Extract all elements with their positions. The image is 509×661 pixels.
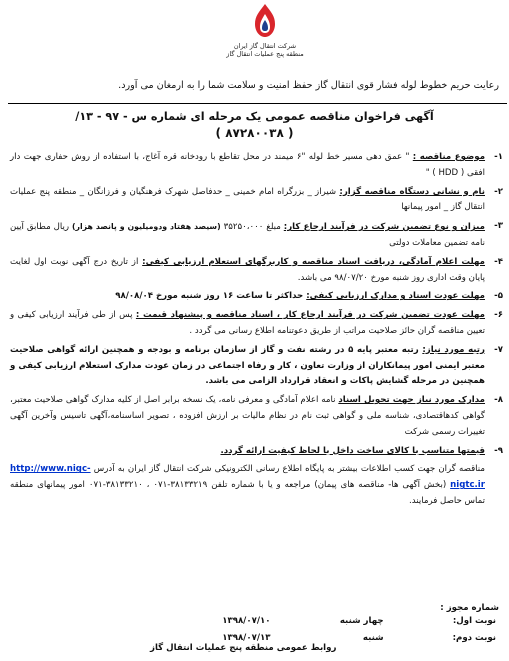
round-date: ۱۳۹۸/۰۷/۱۰ (222, 616, 271, 626)
publication-info (150, 603, 499, 647)
tender-title-line1: آگهی فراخوان مناقصه عمومی یک مرحله ای شماره س - ۹۷ - ۱۳/ (75, 110, 434, 123)
item-label: میزان و نوع تضمین شرکت در فرآیند ارجاع کار: (283, 222, 485, 233)
tender-body (10, 150, 503, 513)
signature-line: روابط عمومی منطقه پنج عملیات انتقال گاز (150, 643, 337, 653)
publication-dates-table (150, 613, 499, 647)
item-number: ۵- (494, 291, 503, 302)
item-text: از تاریخ درج آگهی نوبت اول لغایت پایان وقت اداری روز شنبه مورخ ۹۸/۰۷/۲۰ می باشد. (10, 256, 485, 283)
tender-item-return-deadline (10, 289, 503, 305)
item-number: ۱- (494, 152, 503, 162)
item-label: قیمتها متناسب با کالای ساخت داخل با لحاظ کیفیت ارائه گردد. (220, 445, 485, 456)
logo-company-name: شرکت انتقال گاز ایران (233, 42, 297, 50)
item-text: ریال مطابق آیین نامه تضمین معاملات دولتی (10, 222, 485, 248)
closing-text: مناقصه گران جهت کسب اطلاعات بیشتر به پایگاه اطلاع رسانی الکترونیکی شرکت انتقال گاز ایران به آدرس (90, 464, 485, 475)
item-number: ۴- (494, 256, 503, 267)
round-label: نوبت دوم: (452, 633, 496, 643)
item-label: موضوع مناقصه : (412, 152, 486, 162)
item-text: حداکثر تا ساعت ۱۶ روز شنبه مورخ ۹۸/۰۸/۰۴ (115, 291, 307, 302)
item-number: ۹- (494, 445, 503, 456)
item-text: مبلغ ۳۵۲۵۰،۰۰۰ (220, 222, 284, 233)
item-number: ۶- (494, 310, 503, 321)
item-text: پس از طی فرآیند ارزیابی کیفی و تعیین مناقصه گران حائز صلاحیت مراتب از طریق دعوتنامه اطلاع رسانی می گردد . (10, 310, 485, 336)
tender-item-required-rank (10, 343, 503, 390)
item-number: ۷- (494, 344, 503, 355)
tender-item-required-documents (10, 393, 503, 440)
item-text: رتبه معتبر پایه ۵ در رشته نفت و گاز از سازمان برنامه و بودجه و همچنین ارائه گواهی صلاحیت معتبر ایمنی امور پیمانکاران از وزارت تعاون ، کار و رفاه اجتماعی در زمان عودت مدارک استعلام ارزیابی کیفی و همچنین در مرحله گشایش پاکات و انعقاد قرارداد الزامی می باشد. (10, 344, 485, 387)
safety-slogan: رعایت حریم خطوط لوله فشار قوی انتقال گاز حفظ امنیت و سلامت شما را به ارمغان می آورد. (118, 80, 499, 91)
tender-item-offer-return (10, 308, 503, 340)
round-label: نوبت اول: (452, 616, 496, 626)
amount-in-words: (سیصد هفتاد ودومیلیون و پانصد هزار) (71, 222, 221, 232)
round-date: ۱۳۹۸/۰۷/۱۳ (222, 633, 271, 643)
tender-item-guarantee (10, 219, 503, 252)
tender-number: ( ۸۷۲۸۰۰۳۸ ) (215, 126, 294, 140)
item-label: رتبه مورد نیاز: (422, 344, 485, 355)
permit-number-label: شماره مجوز : (440, 603, 499, 613)
tender-item-subject (10, 150, 503, 182)
header-divider (8, 103, 507, 104)
logo-region-name: منطقه پنج عملیات انتقال گاز (226, 50, 304, 58)
tender-title (20, 108, 489, 142)
flame-logo-icon (245, 2, 285, 42)
table-row (150, 613, 499, 630)
item-label: مهلت عودت اسناد و مدارک ارزیابی کیفی: (306, 291, 485, 302)
item-label: نام و نشانی دستگاه مناقصه گزار: (339, 186, 485, 197)
tender-closing-paragraph (10, 462, 503, 509)
item-label: مدارک مورد نیاز جهت تحویل اسناد (338, 395, 486, 406)
item-number: ۸- (494, 395, 503, 406)
item-number: ۳- (494, 221, 503, 232)
item-text: نامه اعلام آمادگی و معرفی نامه، یک نسخه برابر اصل از کلیه مدارک گواهی صلاحیت معتبر، گواهی کدهاقتصادی، شناسه ملی و گواهی ثبت نام در نظام مالیات بر ارزش افزوده ، تصویر اساسنامه،آگهی تاسیس وآخرین آگهی تغییرات رسمی شرکت (10, 395, 485, 437)
tender-item-document-deadline (10, 255, 503, 287)
item-text: شیراز _ بزرگراه امام خمینی _ حدفاصل شهرک فرهنگیان و فرزانگان _ منطقه پنج عملیات انتقال گاز _ امور پیمانها (10, 186, 485, 213)
website-link[interactable]: http://www.nigc-nigtc.ir (10, 464, 485, 491)
tender-item-pricing (10, 444, 503, 460)
item-text: " عمق دهی مسیر خط لوله "۶ میمند در محل تقاطع با رودخانه قره آغاج، با استفاده از روش حفاری جهت دار افقی ( HDD ) " (10, 152, 485, 178)
item-label: مهلت عودت تضمین شرکت در فرآیند ارجاع کار ، اسناد مناقصه و پیشنهاد قیمت : (135, 310, 486, 321)
closing-text: (بخش آگهی ها- مناقصه های پیمان) مراجعه و یا با شماره تلفن ۳۸۱۳۳۲۱۹-۰۷۱ ، ۳۸۱۳۳۲۱۰-۰۷۱ امور پیمانهای منطقه تماس حاصل فرمایند. (10, 480, 485, 506)
tender-item-organizer (10, 185, 503, 217)
company-logo (210, 2, 320, 72)
item-number: ۲- (494, 186, 503, 197)
round-day: چهار شنبه (339, 616, 384, 626)
round-day: شنبه (362, 633, 384, 643)
item-label: مهلت اعلام آمادگی، دریافت اسناد مناقصه و کاربرگهای استعلام ارزیابی کیفی: (142, 256, 485, 267)
